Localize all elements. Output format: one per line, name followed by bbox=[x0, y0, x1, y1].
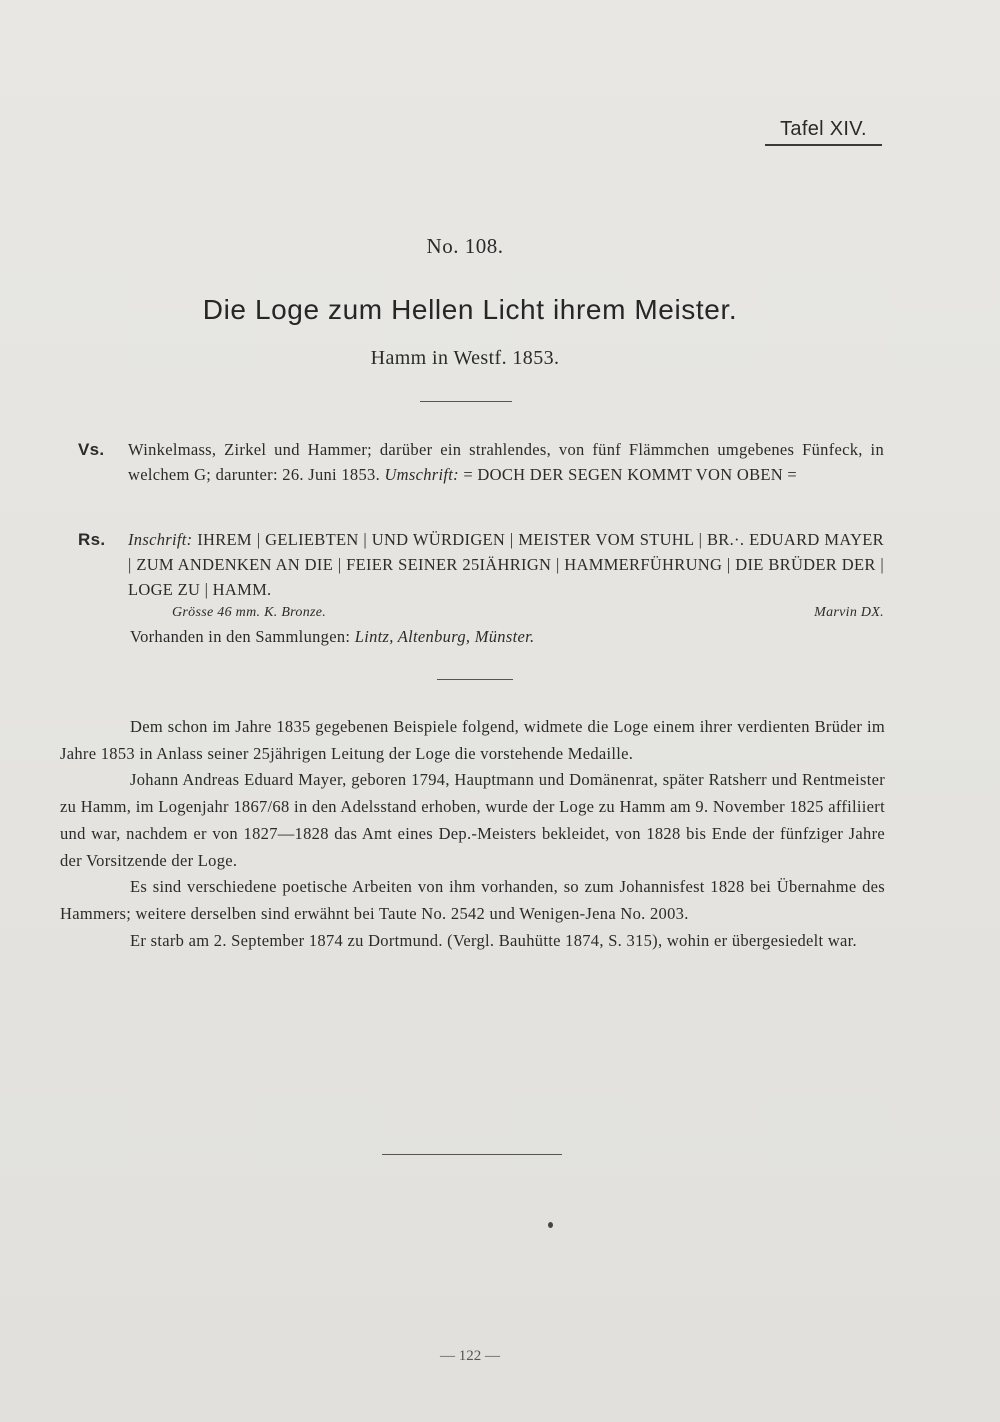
collections-line bbox=[130, 627, 534, 647]
end-rule bbox=[382, 1154, 562, 1155]
obverse-description bbox=[60, 437, 884, 487]
collections-label: Vorhanden in den Sammlungen: bbox=[130, 627, 351, 646]
section-rule bbox=[437, 679, 513, 680]
paragraph: Er starb am 2. September 1874 zu Dortmund. (Vergl. Bauhütte 1874, S. 315), wohin er übergesiedelt war. bbox=[130, 930, 857, 950]
catalogue-reference: Marvin DX. bbox=[814, 605, 884, 620]
collections-list: Lintz, Altenburg, Münster. bbox=[354, 627, 535, 646]
page-number: — 122 — bbox=[440, 1348, 500, 1364]
paragraph: Johann Andreas Eduard Mayer, geboren 1794, Hauptmann und Domänenrat, später Ratsherr und Rentmeister zu Hamm, im Logenjahr 1867/68 in den Adelsstand erhoben, wurde der Loge zu Hamm am 9. November 1825 affiliiert und war, nachdem er von 1827—1828 das Amt eines Dep.-Meisters bekleidet, von 1828 bis Ende der fünfziger Jahre der Vorsitzende der Loge. bbox=[60, 770, 885, 870]
reverse-inscription: IHREM | GELIEBTEN | UND WÜRDIGEN | MEISTER VOM STUHL | BR.·. EDUARD MAYER | ZUM ANDENKEN AN DIE | FEIER SEINER 25IÄHRIGN | HAMMERFÜHRUNG | DIE BRÜDER DER | LOGE ZU | HAMM. bbox=[128, 530, 884, 599]
obverse-legend: = DOCH DER SEGEN KOMMT VON OBEN = bbox=[463, 465, 797, 484]
entry-place-date: Hamm in Westf. 1853. bbox=[370, 347, 560, 369]
paragraph: Dem schon im Jahre 1835 gegebenen Beispiele folgend, widmete die Loge einem ihrer verdienten Brüder im Jahre 1853 in Anlass seiner 25jährigen Leitung der Loge die vorstehende Medaille. bbox=[60, 717, 885, 763]
reverse-description bbox=[60, 527, 884, 602]
obverse-label: Vs. bbox=[78, 440, 105, 459]
reverse-label: Rs. bbox=[78, 530, 106, 549]
reverse-inscription-label: Inschrift: bbox=[128, 530, 193, 549]
size-material: Grösse 46 mm. K. Bronze. bbox=[172, 605, 327, 620]
ornament-rule bbox=[420, 401, 512, 402]
ink-spot bbox=[548, 1222, 553, 1228]
paragraph: Es sind verschiedene poetische Arbeiten von ihm vorhanden, so zum Johannisfest 1828 bei Übernahme des Hammers; weitere derselben sind erwähnt bei Taute No. 2542 und Wenigen-Jena No. 2003. bbox=[60, 877, 885, 923]
plate-heading: Tafel XIV. bbox=[765, 118, 882, 146]
medal-details bbox=[172, 605, 884, 621]
entry-title: Die Loge zum Hellen Licht ihrem Meister. bbox=[202, 294, 738, 325]
commentary bbox=[60, 714, 885, 954]
obverse-text: Winkelmass, Zirkel und Hammer; darüber ein strahlendes, von fünf Flämmchen umgebenes Fünfeck, in welchem G; darunter: 26. Juni 1853. bbox=[128, 440, 884, 484]
entry-number: No. 108. bbox=[426, 234, 504, 258]
obverse-legend-label: Umschrift: bbox=[384, 465, 459, 484]
